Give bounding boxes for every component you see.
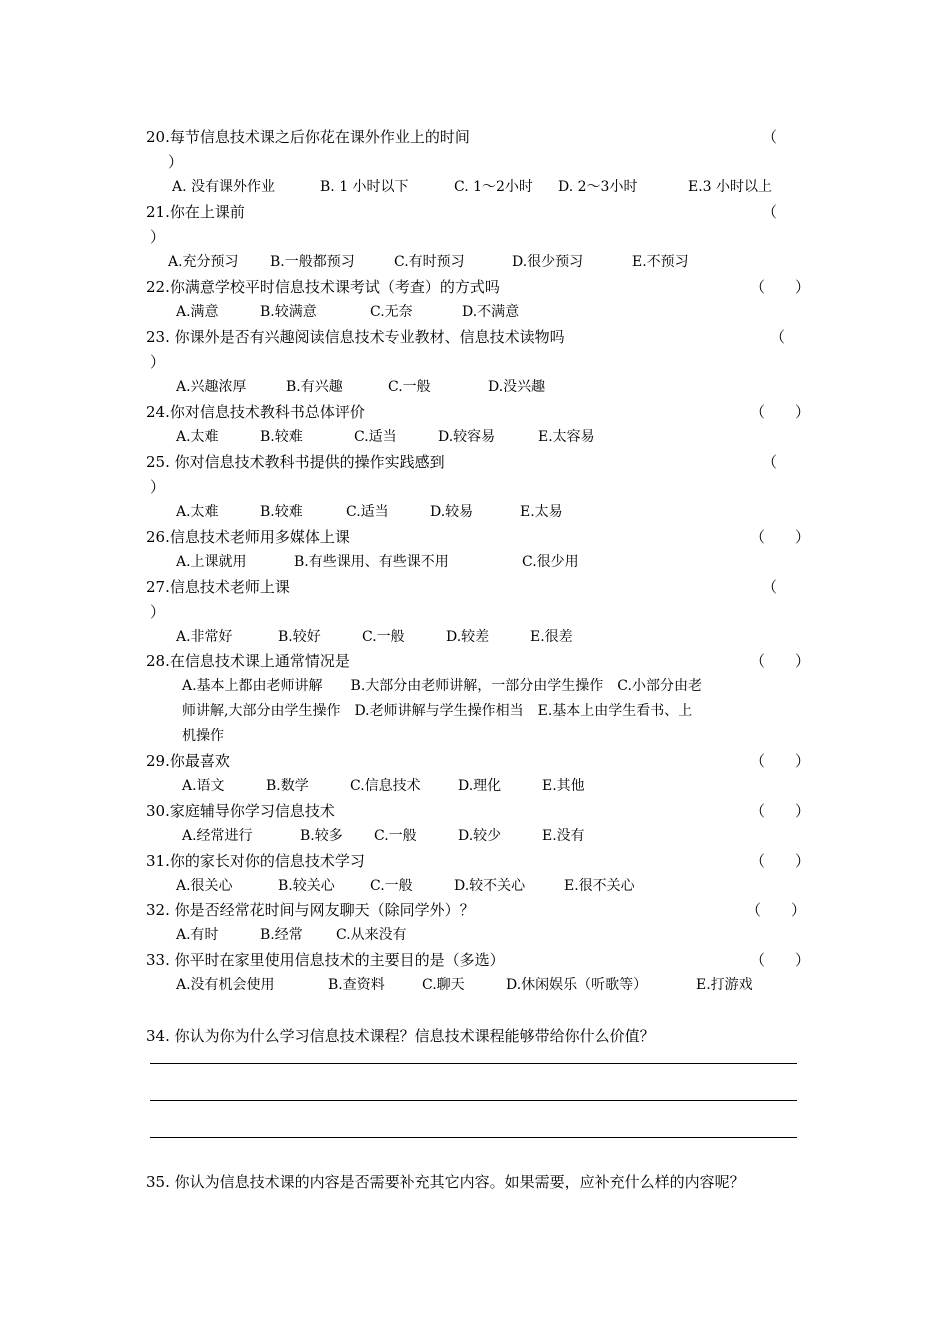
option: B.较满意 [260,304,317,320]
option: C.一般 [370,878,413,894]
question-27: 27.信息技术老师上课 [146,578,290,596]
option: E.太易 [520,504,563,520]
option: B.有些课用、有些课不用 [294,554,449,570]
question-25: 25. 你对信息技术教科书提供的操作实践感到 [146,453,445,471]
question-35: 35. 你认为信息技术课的内容是否需要补充其它内容。如果需要，应补充什么样的内容呢？ [146,1173,745,1191]
question-24: 24.你对信息技术教科书总体评价 [146,403,365,421]
option: B.较好 [278,629,321,645]
option: E.很差 [530,629,573,645]
option: B.较难 [260,504,303,520]
option: C.适当 [354,429,397,445]
answer-bracket-close: ） [150,603,166,621]
option: A.满意 [176,304,219,320]
option: B.经常 [260,927,303,943]
option-text-line: 师讲解,大部分由学生操作 D.老师讲解与学生操作相当 E.基本上由学生看书、上 [182,703,693,719]
option: C.无奈 [370,304,413,320]
answer-bracket: （ ） [750,528,811,546]
option: B.一般都预习 [270,254,355,270]
option-text-line: A.基本上都由老师讲解 B.大部分由老师讲解，一部分由学生操作 C.小部分由老 [182,678,702,694]
option: B.查资料 [328,977,385,993]
option: A.上课就用 [176,554,247,570]
answer-bracket: （ ） [750,278,811,296]
option: C.一般 [362,629,405,645]
option: E.其他 [542,778,585,794]
option: D.较容易 [438,429,496,445]
option: D.较不关心 [454,878,526,894]
question-23: 23. 你课外是否有兴趣阅读信息技术专业教材、信息技术读物吗 [146,328,565,346]
answer-line[interactable] [150,1063,797,1064]
option: D.休闲娱乐（听歌等） [506,977,648,993]
question-33: 33. 你平时在家里使用信息技术的主要目的是（多选） [146,951,505,969]
answer-bracket: （ ） [750,652,811,670]
answer-bracket-open: （ [762,203,778,221]
option: E.没有 [542,828,585,844]
option: C.很少用 [522,554,579,570]
option: D.不满意 [462,304,520,320]
option: C.从来没有 [336,927,407,943]
option: A.没有机会使用 [176,977,275,993]
option: E.不预习 [632,254,689,270]
question-21: 21.你在上课前 [146,203,245,221]
question-20: 20.每节信息技术课之后你花在课外作业上的时间 [146,128,470,146]
option: A.很关心 [176,878,233,894]
answer-line[interactable] [150,1137,797,1138]
answer-bracket: （ ） [750,403,811,421]
question-28: 28.在信息技术课上通常情况是 [146,652,350,670]
option: E.3 小时以上 [688,179,773,195]
option: A.非常好 [176,629,233,645]
option: C.信息技术 [350,778,421,794]
option: B. 1 小时以下 [320,179,409,195]
answer-bracket: （ ） [750,802,811,820]
option: A.有时 [176,927,219,943]
option: D.很少预习 [512,254,584,270]
option: E.太容易 [538,429,595,445]
option: D.较少 [458,828,502,844]
option: E.很不关心 [564,878,635,894]
option: B.较难 [260,429,303,445]
option: C.一般 [374,828,417,844]
option: A.经常进行 [182,828,253,844]
option: A.太难 [176,504,219,520]
option: C.适当 [346,504,389,520]
option: A.语文 [182,778,225,794]
answer-line[interactable] [150,1100,797,1101]
answer-bracket: （ ） [750,852,811,870]
option: B.数学 [266,778,309,794]
question-22: 22.你满意学校平时信息技术课考试（考查）的方式吗 [146,278,500,296]
answer-bracket-open: （ [762,578,778,596]
question-26: 26.信息技术老师用多媒体上课 [146,528,350,546]
option: C.聊天 [422,977,465,993]
option: E.打游戏 [696,977,753,993]
option: C.一般 [388,379,431,395]
answer-bracket: （ ） [746,901,807,919]
answer-bracket-close: ） [150,478,166,496]
question-34: 34. 你认为你为什么学习信息技术课程？信息技术课程能够带给你什么价值？ [146,1027,655,1045]
option: D.理化 [458,778,502,794]
question-29: 29.你最喜欢 [146,752,230,770]
answer-bracket: （ ） [750,951,811,969]
option: B.较多 [300,828,343,844]
option-text-line: 机操作 [182,728,224,744]
answer-bracket: （ ） [750,752,811,770]
question-31: 31.你的家长对你的信息技术学习 [146,852,365,870]
option: D.较易 [430,504,474,520]
answer-bracket-close: ） [168,153,184,171]
option: A.充分预习 [168,254,239,270]
option: C. 1～2小时 [454,179,533,195]
answer-bracket-close: ） [150,353,166,371]
option: A. 没有课外作业 [172,179,276,195]
answer-bracket-open: （ [762,453,778,471]
question-30: 30.家庭辅导你学习信息技术 [146,802,335,820]
answer-bracket-open: （ [770,328,786,346]
answer-bracket-close: ） [150,228,166,246]
question-32: 32. 你是否经常花时间与网友聊天（除同学外）？ [146,901,475,919]
answer-bracket-open: （ [762,128,778,146]
option: D.没兴趣 [488,379,546,395]
option: B.较关心 [278,878,335,894]
option: D. 2～3小时 [558,179,638,195]
option: A.太难 [176,429,219,445]
option: D.较差 [446,629,490,645]
option: C.有时预习 [394,254,465,270]
option: B.有兴趣 [286,379,343,395]
option: A.兴趣浓厚 [176,379,247,395]
